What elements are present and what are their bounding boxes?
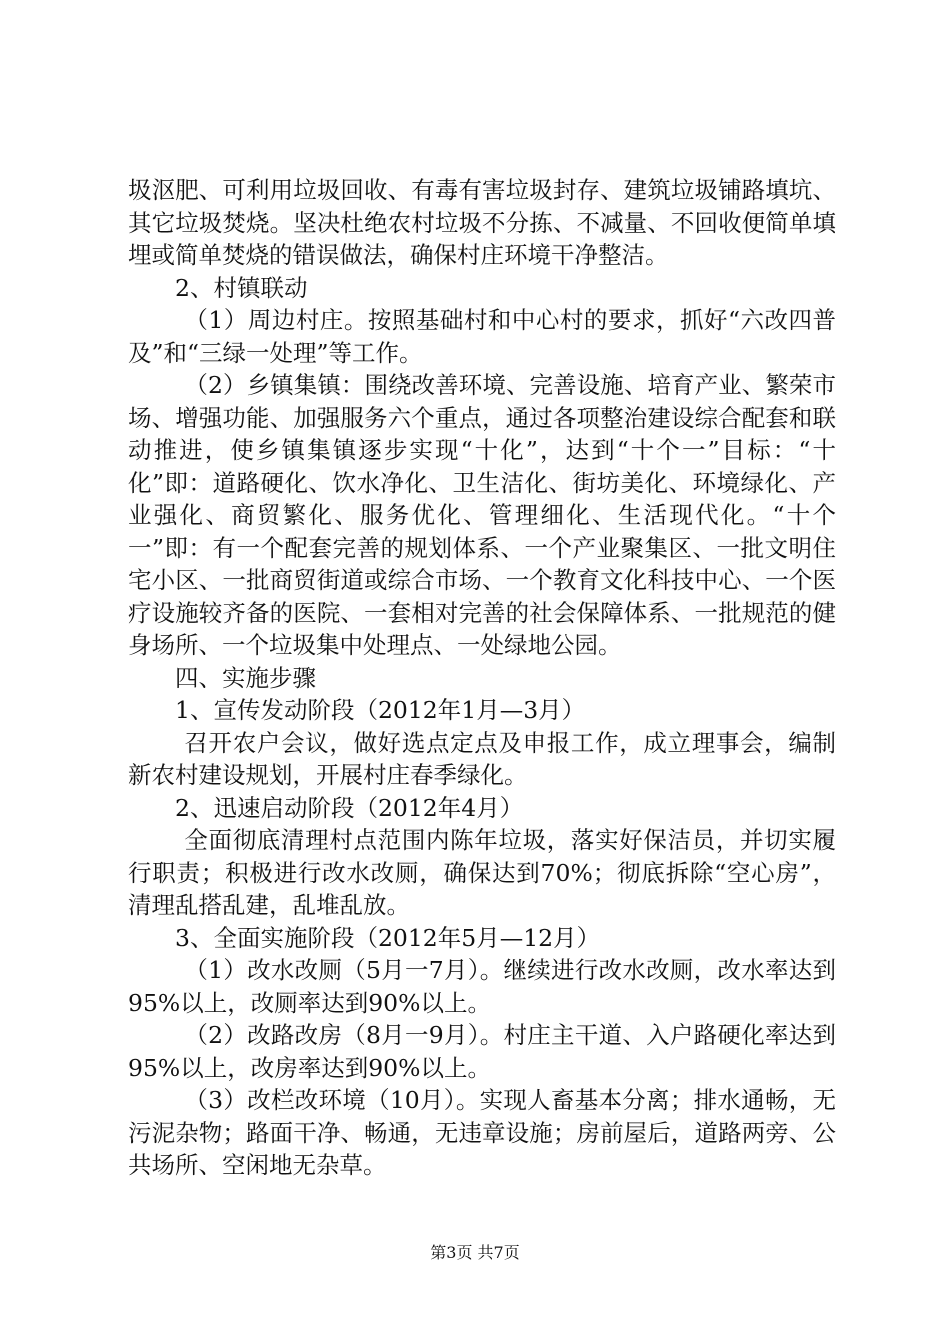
paragraph-publicity-stage: 召开农户会议，做好选点定点及申报工作，成立理事会，编制新农村建设规划，开展村庄春季绿化。 <box>128 728 836 789</box>
heading-implementation-steps: 四、实施步骤 <box>175 663 316 692</box>
paragraph-surrounding-villages: （1）周边村庄。按照基础村和中心村的要求，抓好“六改四普及”和“三绿一处理”等工作。 <box>128 306 836 367</box>
heading-village-town-linkage: 2、村镇联动 <box>175 273 308 302</box>
paragraph-pen-environment: （3）改栏改环境（10月）。实现人畜基本分离；排水通畅，无污泥杂物；路面干净、畅通，无违章设施；房前屋后，道路两旁、公共场所、空闲地无杂草。 <box>128 1086 836 1179</box>
page-number-footer: 第3页 共7页 <box>430 1243 520 1262</box>
heading-publicity-stage: 1、宣传发动阶段（2012年1月—3月） <box>175 696 586 724</box>
heading-quick-start-stage: 2、迅速启动阶段（2012年4月） <box>175 793 524 822</box>
paragraph-road-housing: （2）改路改房（8月一9月）。村庄主干道、入户路硬化率达到95%以上，改房率达到90%以上。 <box>128 1021 836 1082</box>
paragraph-continuation: 圾沤肥、可利用垃圾回收、有毒有害垃圾封存、建筑垃圾铺路填坑、其它垃圾焚烧。坚决杜绝农村垃圾不分拣、不减量、不回收便简单填埋或简单焚烧的错误做法，确保村庄环境干净整洁。 <box>128 176 836 269</box>
paragraph-township-centers: （2）乡镇集镇：围绕改善环境、完善设施、培育产业、繁荣市场、增强功能、加强服务六个重点，通过各项整治建设综合配套和联动推进，使乡镇集镇逐步实现“十化”，达到“十个一”目标：“十化”即：道路硬化、饮水净化、卫生洁化、街坊美化、环境绿化、产业强化、商贸繁化、服务优化、管理细化、生活现代化。“十个一”即：有一个配套完善的规划体系、一个产业聚集区、一批文明住宅小区、一批商贸街道或综合市场、一个教育文化科技中心、一个医疗设施较齐备的医院、一套相对完善的社会保障体系、一批规范的健身场所、一个垃圾集中处理点、一处绿地公园。 <box>128 371 836 659</box>
heading-full-implementation-stage: 3、全面实施阶段（2012年5月—12月） <box>175 923 601 952</box>
paragraph-quick-start-stage: 全面彻底清理村点范围内陈年垃圾，落实好保洁员，并切实履行职责；积极进行改水改厕，确保达到70%；彻底拆除“空心房”，清理乱搭乱建，乱堆乱放。 <box>128 826 836 919</box>
paragraph-water-toilet: （1）改水改厕（5月一7月）。继续进行改水改厕，改水率达到95%以上，改厕率达到90%以上。 <box>128 956 836 1017</box>
document-body <box>128 174 836 1182</box>
